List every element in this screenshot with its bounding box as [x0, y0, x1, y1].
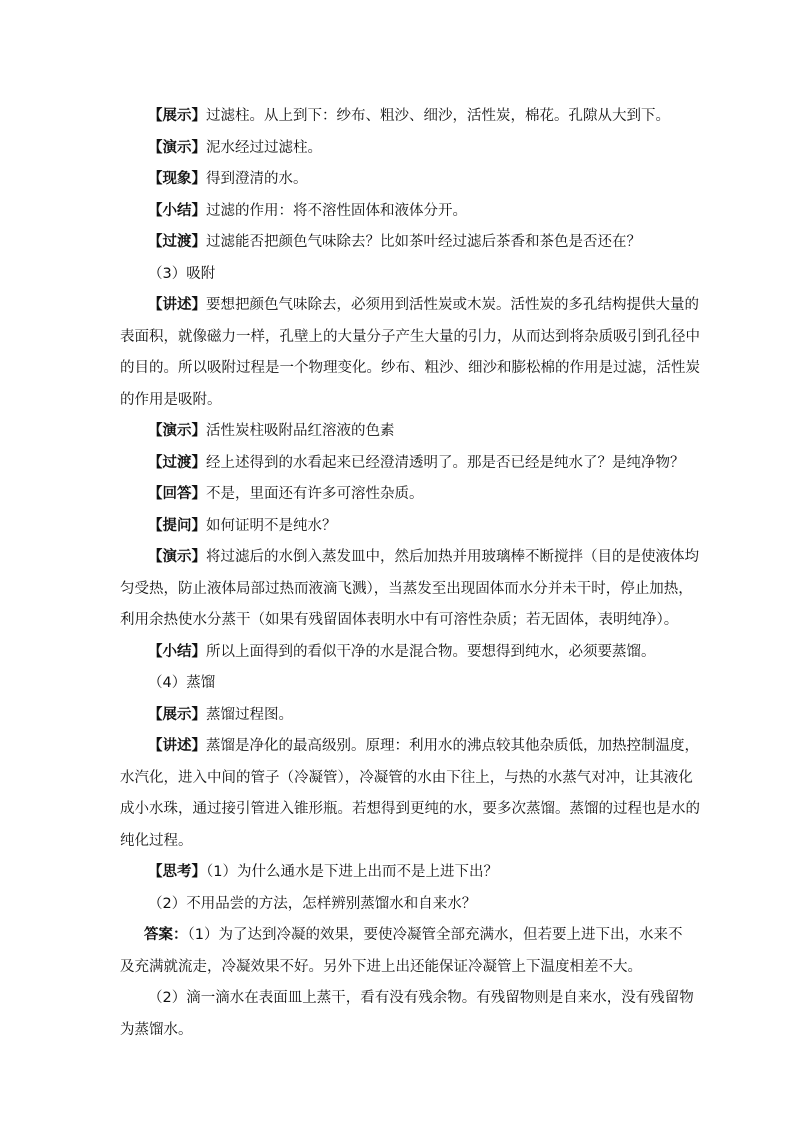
paragraph-line — [120, 983, 694, 1015]
section-tag: 【演示】 — [148, 549, 206, 565]
line-text: 过滤的作用：将不溶性固体和液体分开。 — [206, 202, 467, 219]
line-text: （1）为什么通水是下进上出而不是上进下出？ — [206, 864, 498, 880]
document-body — [120, 101, 700, 1046]
line-text: 过滤能否把颜色气味除去？比如茶叶经过滤后茶香和茶色是否还在？ — [206, 234, 641, 250]
paragraph-line — [120, 290, 699, 322]
paragraph-line — [120, 542, 699, 574]
section-tag: 【演示】 — [148, 139, 206, 156]
paragraph-line — [120, 668, 674, 700]
section-tag: 答案： — [144, 927, 188, 943]
section-tag: 【小结】 — [148, 643, 206, 660]
line-text: 的作用是吸附。 — [120, 391, 222, 408]
section-tag: 【过渡】 — [148, 454, 206, 471]
section-tag: 【展示】 — [148, 108, 206, 124]
paragraph-line — [120, 731, 699, 763]
line-text: 泥水经过过滤柱。 — [206, 139, 322, 156]
paragraph-line — [120, 605, 679, 637]
paragraph-line — [120, 763, 693, 795]
paragraph-line — [120, 196, 674, 228]
section-tag: 【思考】 — [148, 864, 206, 880]
section-tag: 【演示】 — [148, 423, 206, 439]
paragraph-line — [120, 322, 700, 354]
line-text: 蒸馏是净化的最高级别。原理：利用水的沸点较其他杂质低，加热控制温度， — [206, 738, 699, 754]
paragraph-line — [120, 794, 700, 826]
paragraph-line — [120, 385, 674, 417]
section-tag: 【讲述】 — [148, 738, 206, 754]
paragraph-line — [120, 857, 674, 889]
line-text: 的目的。所以吸附过程是一个物理变化。纱布、粗沙、细沙和膨松棉的作用是过滤，活性炭 — [120, 360, 700, 376]
paragraph-line — [120, 889, 674, 921]
paragraph-line — [120, 1015, 674, 1047]
section-tag: 【讲述】 — [148, 297, 206, 313]
line-text: （3）吸附 — [148, 265, 216, 282]
section-tag: 【展示】 — [148, 706, 206, 723]
line-text: 为蒸馏水。 — [120, 1021, 193, 1038]
paragraph-line — [120, 574, 693, 606]
paragraph-line — [120, 448, 685, 480]
paragraph-line — [120, 353, 700, 385]
paragraph-line — [120, 511, 674, 543]
line-text: 表面积，就像磁力一样，孔壁上的大量分子产生大量的引力，从而达到将杂质吸引到孔径中 — [120, 328, 700, 345]
paragraph-line — [120, 637, 674, 669]
section-tag: 【现象】 — [148, 171, 206, 187]
paragraph-line — [120, 826, 674, 858]
section-tag: 【回答】 — [148, 486, 206, 502]
line-text: 活性炭柱吸附品红溶液的色素 — [206, 423, 395, 439]
line-text: （4）蒸馏 — [148, 675, 216, 691]
paragraph-line — [120, 133, 674, 165]
line-text: 要想把颜色气味除去，必须用到活性炭或木炭。活性炭的多孔结构提供大量的 — [206, 297, 699, 313]
paragraph-line — [120, 164, 674, 196]
line-text: 成小水珠，通过接引管进入锥形瓶。若想得到更纯的水，要多次蒸馏。蒸馏的过程也是水的 — [120, 801, 700, 817]
paragraph-line — [120, 416, 674, 448]
line-text: 水汽化，进入中间的管子（冷凝管），冷凝管的水由下往上，与热的水蒸气对冲，让其液化 — [120, 769, 693, 786]
line-text: 蒸馏过程图。 — [206, 706, 293, 723]
line-text: 不是，里面还有许多可溶性杂质。 — [206, 486, 424, 502]
paragraph-line — [120, 259, 674, 291]
line-text: 得到澄清的水。 — [206, 171, 308, 187]
line-text: （2）不用品尝的方法，怎样辨别蒸馏水和自来水？ — [148, 895, 477, 912]
line-text: 所以上面得到的看似干净的水是混合物。要想得到纯水，必须要蒸馏。 — [206, 643, 656, 660]
section-tag: 【小结】 — [148, 202, 206, 219]
line-text: 利用余热使水分蒸干（如果有残留固体表明水中有可溶性杂质；若无固体，表明纯净）。 — [120, 612, 679, 628]
paragraph-line — [120, 101, 674, 133]
paragraph-line — [120, 920, 683, 952]
line-text: 及充满就流走，冷凝效果不好。另外下进上出还能保证冷凝管上下温度相差不大。 — [120, 958, 642, 975]
line-text: 将过滤后的水倒入蒸发皿中，然后加热并用玻璃棒不断搅拌（目的是使液体均 — [206, 549, 699, 565]
line-text: （2）滴一滴水在表面皿上蒸干，看有没有残余物。有残留物则是自来水，没有残留物 — [148, 990, 694, 1006]
paragraph-line — [120, 952, 674, 984]
line-text: 经上述得到的水看起来已经澄清透明了。那是否已经是纯水了？是纯净物？ — [206, 454, 685, 471]
section-tag: 【过渡】 — [148, 234, 206, 250]
line-text: 匀受热，防止液体局部过热而液滴飞溅），当蒸发至出现固体而水分并未干时，停止加热， — [120, 580, 693, 597]
section-tag: 【提问】 — [148, 517, 206, 534]
paragraph-line — [120, 227, 674, 259]
line-text: （1）为了达到冷凝的效果，要使冷凝管全部充满水，但若要上进下出，水来不 — [187, 927, 683, 943]
line-text: 纯化过程。 — [120, 832, 193, 849]
paragraph-line — [120, 700, 674, 732]
paragraph-line — [120, 479, 674, 511]
line-text: 如何证明不是纯水？ — [206, 517, 337, 534]
line-text: 过滤柱。从上到下：纱布、粗沙、细沙，活性炭，棉花。孔隙从大到下。 — [206, 108, 670, 124]
